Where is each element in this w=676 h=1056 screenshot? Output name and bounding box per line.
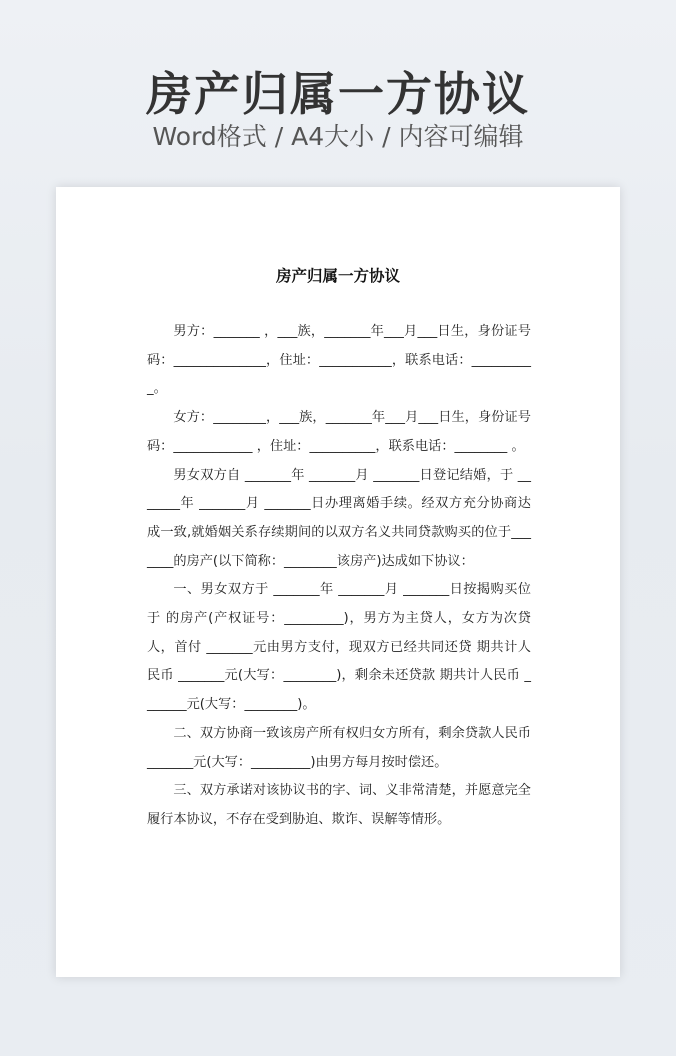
document-body [147, 318, 531, 835]
banner-subtitle: Word格式 / A4大小 / 内容可编辑 [152, 122, 524, 151]
paragraph-marriage-info: 男女双方自 _______年 _______月 _______日登记结婚，于 _______年 _______月 _______日办理离婚手续。经双方充分协商达成一致,就婚姻关系存续期间的以双方名义共同贷款购买的位于_______的房产(以下简称：________该房产)达成如下协议： [147, 467, 531, 569]
document-title: 房产归属一方协议 [275, 267, 400, 285]
paragraph-female-party: 女方：________，___族，_______年___月___日生，身份证号码：____________ ，住址：__________，联系电话：________ 。 [147, 410, 531, 454]
document-page [56, 187, 620, 977]
banner-title: 房产归属一方协议 [146, 67, 530, 121]
paragraph-clause-1: 一、男女双方于 _______年 _______月 _______日按揭购买位于 的房产(产权证号：_________)，男方为主贷人，女方为次贷人，首付 _______元由男方支付，现双方已经共同还贷 期共计人民币 _______元(大写：________)，剩余未还贷款 期共计人民币 _______元(大写：________)。 [147, 582, 531, 713]
paragraph-male-party: 男方：_______ ，___族，_______年___月___日生，身份证号码：______________，住址：___________，联系电话：__________。 [147, 324, 531, 397]
paragraph-clause-2: 二、双方协商一致该房产所有权归女方所有，剩余贷款人民币 _______元(大写：_________)由男方每月按时偿还。 [147, 725, 531, 770]
paragraph-clause-3: 三、双方承诺对该协议书的字、词、义非常清楚，并愿意完全履行本协议，不存在受到胁迫、欺诈、误解等情形。 [147, 783, 531, 827]
